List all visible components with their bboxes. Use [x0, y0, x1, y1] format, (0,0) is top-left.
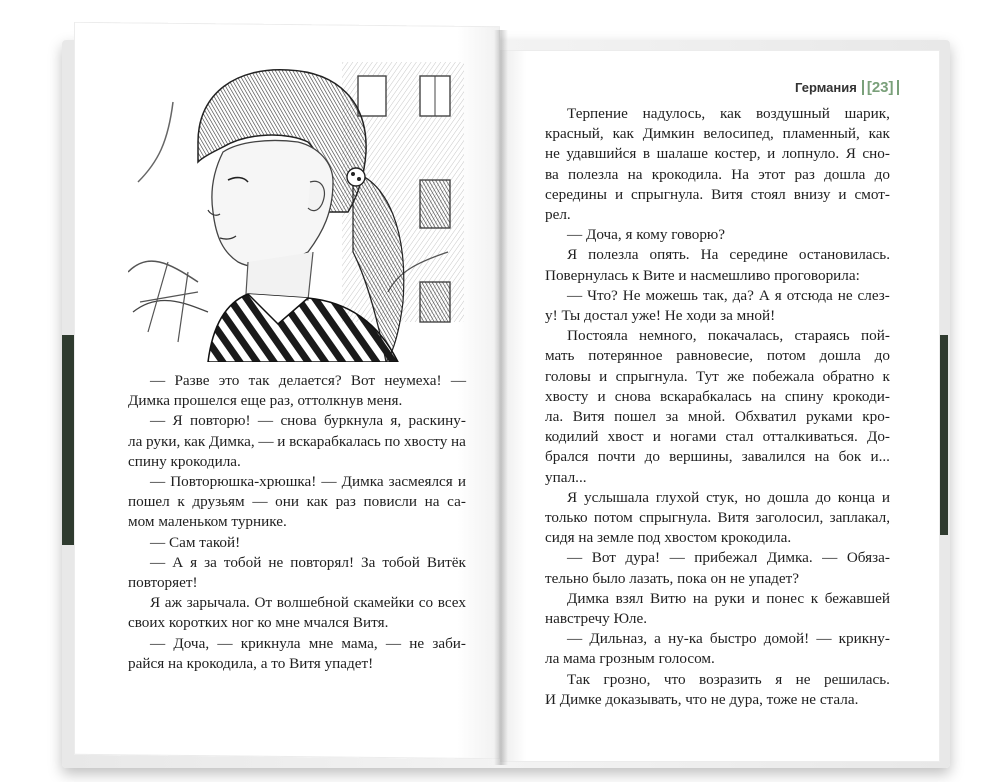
text-word: они	[275, 493, 299, 511]
text-word: до	[644, 448, 660, 466]
text-word: —	[257, 412, 274, 430]
text-line	[545, 144, 890, 164]
text-line: райся на крокодила, а то Витя упадет!	[128, 654, 374, 672]
text-word: Я	[567, 488, 578, 506]
text-word: Вот	[350, 372, 376, 389]
right-page-text	[545, 104, 890, 710]
text-word: что	[663, 670, 686, 688]
text-word: надулось,	[642, 105, 706, 122]
text-word: ла.	[545, 408, 564, 426]
text-word: только	[545, 509, 588, 527]
text-word: середине	[729, 246, 788, 264]
text-line	[545, 407, 890, 427]
text-word: ногами	[669, 428, 717, 446]
text-word: потом	[593, 509, 633, 527]
text-line	[545, 508, 890, 528]
text-word: как	[183, 432, 206, 450]
text-word: ну-ка	[668, 630, 703, 648]
text-word: друзьям	[192, 493, 245, 511]
text-word: Вот	[591, 549, 616, 567]
text-word: внизу	[793, 185, 831, 203]
text-word: потерянное	[588, 347, 663, 365]
text-word: глухой	[655, 488, 700, 506]
text-word: на	[451, 432, 466, 450]
text-word: и	[652, 428, 661, 446]
text-word: и	[457, 473, 466, 491]
text-word: спрыгнула.	[639, 509, 712, 527]
text-word: отсюда	[786, 286, 833, 304]
text-word: красный,	[545, 125, 604, 143]
text-line	[128, 492, 466, 512]
text-word: за	[665, 408, 679, 426]
text-word: велосипед,	[703, 125, 774, 143]
text-word: на	[424, 493, 440, 511]
text-word: Витя	[572, 408, 605, 426]
text-word: Так	[567, 670, 591, 688]
text-word: слез-	[857, 286, 890, 304]
text-line: И Димке доказывать, что не дура, тоже не стала.	[545, 690, 859, 708]
text-word: крокоди-	[832, 387, 890, 405]
book-gutter	[494, 30, 508, 765]
text-word: Доча,	[173, 634, 210, 652]
running-header	[795, 80, 899, 95]
text-word: —	[567, 630, 583, 648]
text-word: —	[822, 549, 838, 567]
text-word: сно-	[862, 145, 890, 163]
text-word: грозно,	[603, 670, 651, 688]
text-word: Не	[622, 286, 641, 304]
text-word: мне	[308, 634, 334, 652]
text-word: —	[150, 553, 166, 571]
text-word: хвосту	[545, 387, 589, 405]
text-word: и	[881, 488, 890, 506]
text-word: шарик,	[844, 105, 890, 122]
text-word: и	[599, 367, 608, 385]
text-word: остановилась.	[798, 246, 890, 264]
text-word: —	[385, 634, 402, 652]
text-line	[545, 670, 890, 690]
text-word: обратно	[822, 367, 875, 385]
text-word: А	[758, 286, 770, 304]
text-word: как	[719, 105, 742, 122]
text-word: крокодила.	[651, 165, 723, 183]
text-word: Димка	[341, 473, 384, 491]
text-line: Димка прошелся еще раз, оттолкнув меня.	[128, 392, 403, 410]
text-word: и	[277, 432, 286, 450]
text-word: засмеялся	[388, 473, 453, 491]
text-word: стук,	[706, 488, 739, 506]
text-line	[545, 104, 890, 124]
text-word: —	[150, 412, 166, 430]
text-word: хвосту	[403, 432, 448, 450]
text-word: пошел	[614, 408, 656, 426]
text-word: аж	[164, 594, 183, 612]
text-word: по	[384, 432, 401, 450]
text-word: А	[172, 553, 184, 571]
text-word: брался	[545, 448, 589, 466]
text-line	[545, 387, 890, 407]
text-word: стараясь	[794, 327, 850, 345]
text-word: побежала	[752, 367, 815, 385]
text-word: прибежал	[694, 549, 758, 567]
text-word: Повторюшка-хрюшка!	[170, 473, 317, 491]
text-word: до	[815, 488, 831, 506]
text-line	[545, 346, 890, 366]
text-word: удавшийся	[566, 145, 637, 163]
text-word: Димкин	[642, 125, 695, 143]
text-word: я,	[390, 412, 402, 430]
text-word: спрыгнула.	[631, 185, 704, 203]
text-word: в	[642, 145, 651, 163]
text-word: крикну-	[838, 630, 890, 648]
text-word: От	[254, 594, 273, 612]
text-word: до	[874, 165, 890, 183]
text-word: я	[774, 286, 782, 304]
illustration-svg	[128, 62, 464, 362]
left-page-text	[128, 371, 466, 674]
text-word: руками	[805, 408, 853, 426]
text-word: завалился	[741, 448, 806, 466]
text-line: рел.	[545, 206, 571, 224]
text-word: вскарабкалась	[289, 432, 381, 450]
text-line	[128, 472, 466, 492]
text-word: заби-	[432, 634, 466, 652]
text-word: а	[654, 630, 661, 648]
text-word: повторял!	[290, 553, 355, 571]
text-line	[545, 245, 890, 265]
text-word: раз	[335, 493, 356, 511]
text-word: воздушный	[755, 105, 830, 122]
text-line: мом маленьком турнике.	[128, 513, 287, 531]
text-word: Дильназ,	[589, 630, 648, 648]
text-line	[545, 124, 890, 144]
text-word: На	[700, 246, 719, 264]
text-line	[128, 553, 466, 573]
text-line	[545, 629, 890, 649]
text-word: головы	[545, 367, 591, 385]
text-word: решилась.	[824, 670, 890, 688]
text-word: мной.	[688, 408, 726, 426]
text-word: Димка,	[208, 432, 255, 450]
text-word: —	[150, 473, 166, 491]
text-word: Терпение	[567, 105, 628, 122]
text-word: буркнула	[323, 412, 384, 430]
text-word: вершины,	[669, 448, 733, 466]
text-line: повторяет!	[128, 574, 198, 592]
text-line: спину крокодила.	[128, 452, 241, 470]
text-word: —	[217, 634, 233, 652]
text-word: и	[838, 185, 847, 203]
text-line: навстречу Юле.	[545, 610, 648, 628]
text-word: Тут	[696, 367, 719, 385]
text-word: руки,	[146, 432, 181, 450]
text-word: Я	[172, 412, 183, 430]
text-line	[545, 326, 890, 346]
text-word: это	[218, 372, 240, 389]
text-word: на	[627, 165, 643, 183]
text-word: —	[321, 473, 337, 491]
text-line	[545, 447, 890, 467]
text-word: дошла	[767, 488, 809, 506]
text-word: кро-	[862, 408, 890, 426]
text-word: Димка	[567, 589, 609, 607]
text-word: как	[868, 125, 890, 143]
text-word: лопнуло.	[781, 145, 840, 163]
text-word: Витёк	[426, 553, 466, 571]
text-word: услышала	[583, 488, 649, 506]
text-word: же	[727, 367, 745, 385]
text-word: спрыгнула.	[615, 367, 688, 385]
text-word: мать	[545, 347, 575, 365]
text-word: немного,	[639, 327, 697, 345]
text-word: пошел	[128, 493, 170, 511]
text-word: на	[814, 448, 830, 466]
text-word: вскарабкалась	[660, 387, 752, 405]
text-word: Что?	[587, 286, 618, 304]
text-word: середины	[545, 185, 607, 203]
text-word: я	[190, 553, 198, 571]
girl-portrait-pencil-sketch-icon	[128, 62, 464, 362]
text-word: как	[612, 125, 634, 143]
text-word: стал	[725, 428, 754, 446]
text-word: я	[775, 670, 783, 688]
text-word: неумеха!	[384, 372, 442, 389]
text-word: Я	[567, 246, 578, 264]
text-word: до	[874, 347, 890, 365]
text-word: —	[567, 549, 583, 567]
text-word: бок	[838, 448, 862, 466]
text-word: на	[692, 589, 708, 607]
text-word: —	[816, 630, 832, 648]
text-line	[545, 165, 890, 185]
text-word: не	[409, 634, 425, 652]
text-line	[128, 432, 466, 452]
text-word: Витю	[650, 589, 687, 607]
page-number: [23]	[862, 80, 899, 95]
text-word: ва	[545, 165, 559, 183]
text-word: —	[150, 372, 166, 389]
text-line: сидя на земле под хвостом крокодила.	[545, 529, 792, 547]
text-word: мама,	[341, 634, 378, 652]
text-line: Повернулась к Вите и насмешливо проговорила:	[545, 266, 860, 284]
text-line	[128, 371, 466, 391]
text-line	[545, 286, 890, 306]
text-line: — Доча, я кому говорю?	[567, 226, 725, 244]
text-word: —	[450, 372, 466, 389]
text-word: покачалась,	[707, 327, 784, 345]
text-word: Я	[845, 145, 856, 163]
text-word: Витя	[717, 509, 750, 527]
text-word: раскину-	[408, 412, 466, 430]
text-word: и	[597, 387, 606, 405]
text-word: —	[150, 634, 166, 652]
text-word: к	[810, 589, 819, 607]
text-word: можешь	[645, 286, 698, 304]
text-word: Обяза-	[846, 549, 890, 567]
text-word: скамейки	[353, 594, 415, 612]
text-word: са-	[447, 493, 466, 511]
text-word: заголосил,	[755, 509, 824, 527]
text-word: как	[306, 493, 328, 511]
text-line	[545, 548, 890, 568]
text-word: зарычала.	[186, 594, 250, 612]
text-word: этот	[758, 165, 786, 183]
text-word: быстро	[709, 630, 757, 648]
text-word: и	[614, 185, 624, 203]
text-word: раз	[794, 165, 815, 183]
text-word: домой!	[763, 630, 810, 648]
chapter-title: Германия	[795, 80, 857, 95]
text-word: повторю!	[190, 412, 251, 430]
text-word: дура!	[625, 549, 661, 567]
text-line	[545, 367, 890, 387]
text-word: снова	[614, 387, 651, 405]
text-word: полезла	[588, 246, 639, 264]
text-word: Обхватил	[734, 408, 797, 426]
text-word: руки	[714, 589, 745, 607]
text-line	[128, 634, 466, 654]
cover-edge-left	[62, 335, 74, 545]
text-word: хвост	[607, 428, 644, 446]
text-word: снова	[280, 412, 317, 430]
text-word: со	[418, 594, 434, 612]
text-line	[545, 488, 890, 508]
text-line: своих коротких ног ко мне мчался Витя.	[128, 614, 389, 632]
text-word: взял	[615, 589, 644, 607]
text-line: тельно было лазать, пока он не упадет?	[545, 569, 800, 587]
text-word: заплакал,	[829, 509, 890, 527]
text-word: Я	[150, 594, 161, 612]
text-word: конца	[837, 488, 875, 506]
text-word: тобой	[382, 553, 420, 571]
text-word: так	[248, 372, 270, 389]
text-word: стоял	[750, 185, 786, 203]
text-line	[545, 185, 890, 205]
text-word: не	[795, 670, 811, 688]
text-word: так,	[702, 286, 728, 304]
text-word: не	[837, 286, 853, 304]
text-word: к	[882, 367, 890, 385]
text-word: всех	[437, 594, 466, 612]
text-word: спину	[784, 387, 824, 405]
text-word: —	[567, 286, 583, 304]
text-word: потом	[766, 347, 806, 365]
text-word: не	[268, 553, 284, 571]
text-word: пламенный,	[782, 125, 860, 143]
text-word: шалаше	[656, 145, 708, 163]
text-word: опять.	[649, 246, 690, 264]
text-word: да?	[732, 286, 754, 304]
text-word: за	[204, 553, 217, 571]
text-word: и	[751, 589, 760, 607]
text-line: ла мама грозным голосом.	[545, 650, 715, 668]
text-word: ла	[128, 432, 143, 450]
text-word: не	[545, 145, 560, 163]
text-word: дошла	[824, 165, 866, 183]
text-line: — Сам такой!	[150, 533, 241, 551]
text-word: —	[258, 432, 274, 450]
text-word: —	[252, 493, 268, 511]
text-line	[545, 589, 890, 609]
text-word: Разве	[174, 372, 210, 389]
text-word: Постояла	[567, 327, 628, 345]
text-word: на	[760, 387, 776, 405]
text-word: к	[177, 493, 185, 511]
text-word: За	[361, 553, 376, 571]
text-word: костер,	[714, 145, 761, 163]
text-word: До-	[866, 428, 890, 446]
text-word: тобой	[223, 553, 262, 571]
text-word: бежавшей	[824, 589, 890, 607]
text-word: почти	[597, 448, 636, 466]
text-word: понес	[766, 589, 805, 607]
text-word: —	[669, 549, 685, 567]
text-line	[128, 411, 466, 431]
text-word: На	[731, 165, 749, 183]
text-word: Витя	[711, 185, 743, 203]
text-word: отталкиваться.	[762, 428, 858, 446]
text-word: но	[744, 488, 761, 506]
text-line	[128, 593, 466, 613]
text-line: у! Ты достал уже! Не ходи за мной!	[545, 307, 776, 325]
text-word: делается?	[278, 372, 342, 389]
text-line	[545, 427, 890, 447]
text-word: повисли	[363, 493, 418, 511]
text-word: смот-	[854, 185, 890, 203]
text-word: пой-	[861, 327, 890, 345]
text-word: полезла	[567, 165, 619, 183]
text-word: равновесие,	[676, 347, 754, 365]
text-word: дошла	[819, 347, 861, 365]
text-word: Димка.	[766, 549, 813, 567]
text-word: возразить	[699, 670, 762, 688]
text-word: и...	[870, 448, 890, 466]
text-word: кодилий	[545, 428, 599, 446]
text-word: крикнула	[240, 634, 301, 652]
text-line: упал...	[545, 468, 587, 486]
text-word: волшебной	[276, 594, 349, 612]
text-word: и	[767, 145, 776, 163]
